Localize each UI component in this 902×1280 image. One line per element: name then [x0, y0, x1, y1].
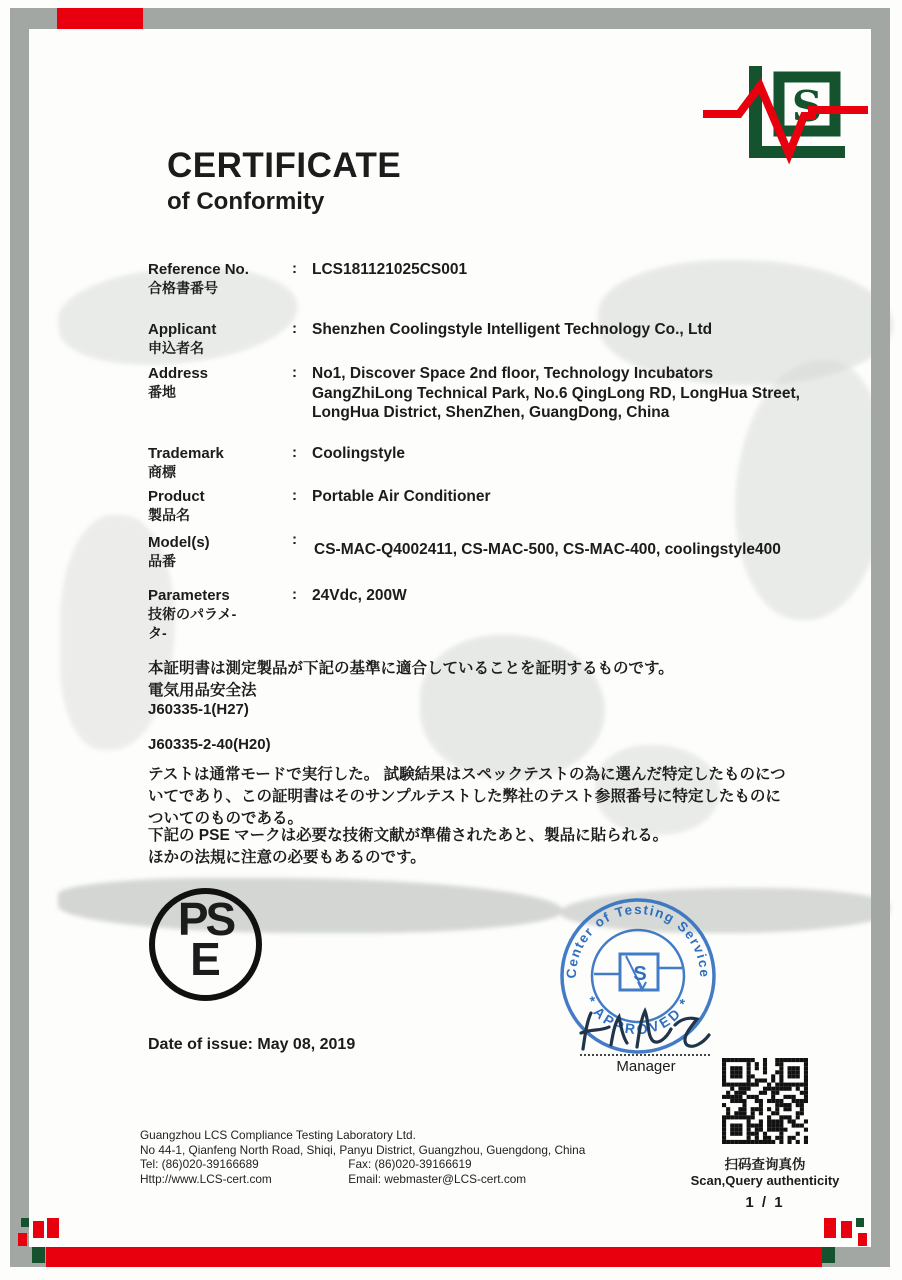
map-blob [58, 878, 563, 933]
statement-line: ほかの法規に注意の必要もあるのです。 [148, 849, 426, 866]
field-label-jp: 技術のパラメ- [148, 606, 237, 622]
corner-green-right [856, 1218, 864, 1227]
footer-email: Email: webmaster@LCS-cert.com [348, 1171, 527, 1186]
footer-tel: Tel: (86)020-39166689 [140, 1157, 259, 1171]
statement-line: テストは通常モードで実行した。 試験結果はスペックテストの為に選んだ特定したものにつ [148, 766, 786, 783]
page-indicator: 1 / 1 [745, 1194, 785, 1211]
pse-mark [149, 888, 262, 1001]
field-row-applicant [148, 320, 216, 358]
field-label-jp: 品番 [148, 553, 176, 569]
field-label-jp: 申込者名 [148, 340, 204, 356]
field-value: Portable Air Conditioner [312, 488, 491, 505]
field-label: Model(s) [148, 534, 210, 551]
statement-line: いてであり、この証明書はそのサンプルテストした弊社のテスト参照番号に特定したものに [148, 788, 781, 805]
corner-green-left [21, 1218, 29, 1227]
corner-red-left-3 [18, 1233, 27, 1246]
stamp-arc-bottom-text: * APPROVED * [582, 993, 694, 1038]
field-value: Coolingstyle [312, 445, 406, 462]
field-row-trademark [148, 444, 224, 482]
field-row-address [148, 364, 208, 402]
certificate-subtitle: of Conformity [167, 188, 325, 215]
corner-red-left-1 [33, 1221, 44, 1238]
address-line: No1, Discover Space 2nd floor, Technology Incubators [312, 365, 714, 382]
footer-web: Http://www.LCS-cert.com [140, 1171, 272, 1186]
field-label: Reference No. [148, 261, 249, 278]
colon: : [292, 586, 297, 603]
field-row-product [148, 487, 205, 525]
footer-address: No 44-1, Qianfeng North Road, Shiqi, Panyu District, Guangzhou, Guengdong, China [140, 1142, 586, 1157]
corner-red-right-3 [858, 1233, 867, 1246]
field-value: LCS181121025CS001 [312, 261, 468, 278]
field-label: Product [148, 488, 205, 505]
footer-tel-fax [140, 1157, 585, 1172]
bottom-red-bar [46, 1247, 822, 1267]
signature-line [580, 1054, 710, 1056]
footer-fax: Fax: (86)020-39166619 [348, 1157, 472, 1171]
field-label: Trademark [148, 445, 224, 462]
frame-right [871, 8, 890, 1267]
field-row-models [148, 533, 210, 571]
manager-label: Manager [616, 1058, 676, 1075]
pse-letters-ps: PS [177, 893, 234, 945]
stamp-logo-letter: S [633, 963, 647, 985]
statement-law: 電気用品安全法 [148, 682, 257, 699]
address-line: GangZhiLong Technical Park, No.6 QingLong RD, LongHua Street, [312, 384, 800, 402]
field-label: Parameters [148, 587, 230, 604]
statement-line: ついてのものである。 [148, 810, 304, 827]
colon: : [292, 320, 297, 337]
top-red-accent [57, 8, 143, 29]
address-line: LongHua District, ShenZhen, GuangDong, China [312, 404, 670, 421]
footer-company: Guangzhou LCS Compliance Testing Laboratory Ltd. [140, 1128, 416, 1142]
footer-web-email [140, 1172, 585, 1187]
statement-line: 下記の PSE マークは必要な技術文献が準備されたあと、製品に貼られる。 [148, 827, 669, 844]
colon: : [292, 487, 297, 504]
colon: : [292, 364, 297, 381]
frame-left [10, 8, 29, 1267]
field-row-reference [148, 260, 249, 298]
field-label-jp: 商標 [148, 464, 176, 480]
certificate-title: CERTIFICATE [167, 146, 402, 185]
manager-signature [575, 1005, 715, 1057]
field-value: CS-MAC-Q4002411, CS-MAC-500, CS-MAC-400, coolingstyle400 [314, 541, 781, 558]
field-label-jp: 合格書番号 [148, 280, 218, 296]
standard-1: J60335-1(H27) [148, 701, 249, 718]
field-label-jp: タ- [148, 625, 167, 641]
colon: : [292, 260, 297, 277]
stamp-arc-top-text: Center of Testing Service [563, 901, 713, 979]
pse-letter-e: E [190, 933, 221, 985]
field-value: Shenzhen Coolingstyle Intelligent Technology Co., Ltd [312, 321, 713, 338]
colon: : [292, 444, 297, 461]
corner-red-right-1 [841, 1221, 852, 1238]
bottom-green-left [32, 1247, 45, 1263]
statement-intro: 本証明書は測定製品が下記の基準に適合していることを証明するものです。 [148, 660, 674, 677]
bottom-green-right [822, 1247, 835, 1263]
corner-red-left-2 [47, 1218, 59, 1238]
field-value: 24Vdc, 200W [312, 587, 407, 604]
corner-red-right-2 [824, 1218, 836, 1238]
date-of-issue: Date of issue: May 08, 2019 [148, 1036, 356, 1053]
logo-letter: S [791, 82, 823, 131]
field-label-jp: 製品名 [148, 507, 190, 523]
qr-code [722, 1058, 808, 1144]
field-row-parameters [148, 586, 236, 643]
field-label-jp: 番地 [148, 384, 176, 400]
colon: : [292, 531, 297, 548]
footer [140, 1128, 585, 1186]
standard-2: J60335-2-40(H20) [148, 736, 271, 753]
qr-caption-cn: 扫码查询真伪 [724, 1157, 806, 1172]
qr-caption-en: Scan,Query authenticity [690, 1173, 840, 1188]
field-value-multiline [312, 364, 800, 423]
lcs-logo [703, 60, 868, 170]
qr-block [690, 1058, 840, 1211]
field-label: Applicant [148, 321, 217, 338]
field-label: Address [148, 365, 209, 382]
